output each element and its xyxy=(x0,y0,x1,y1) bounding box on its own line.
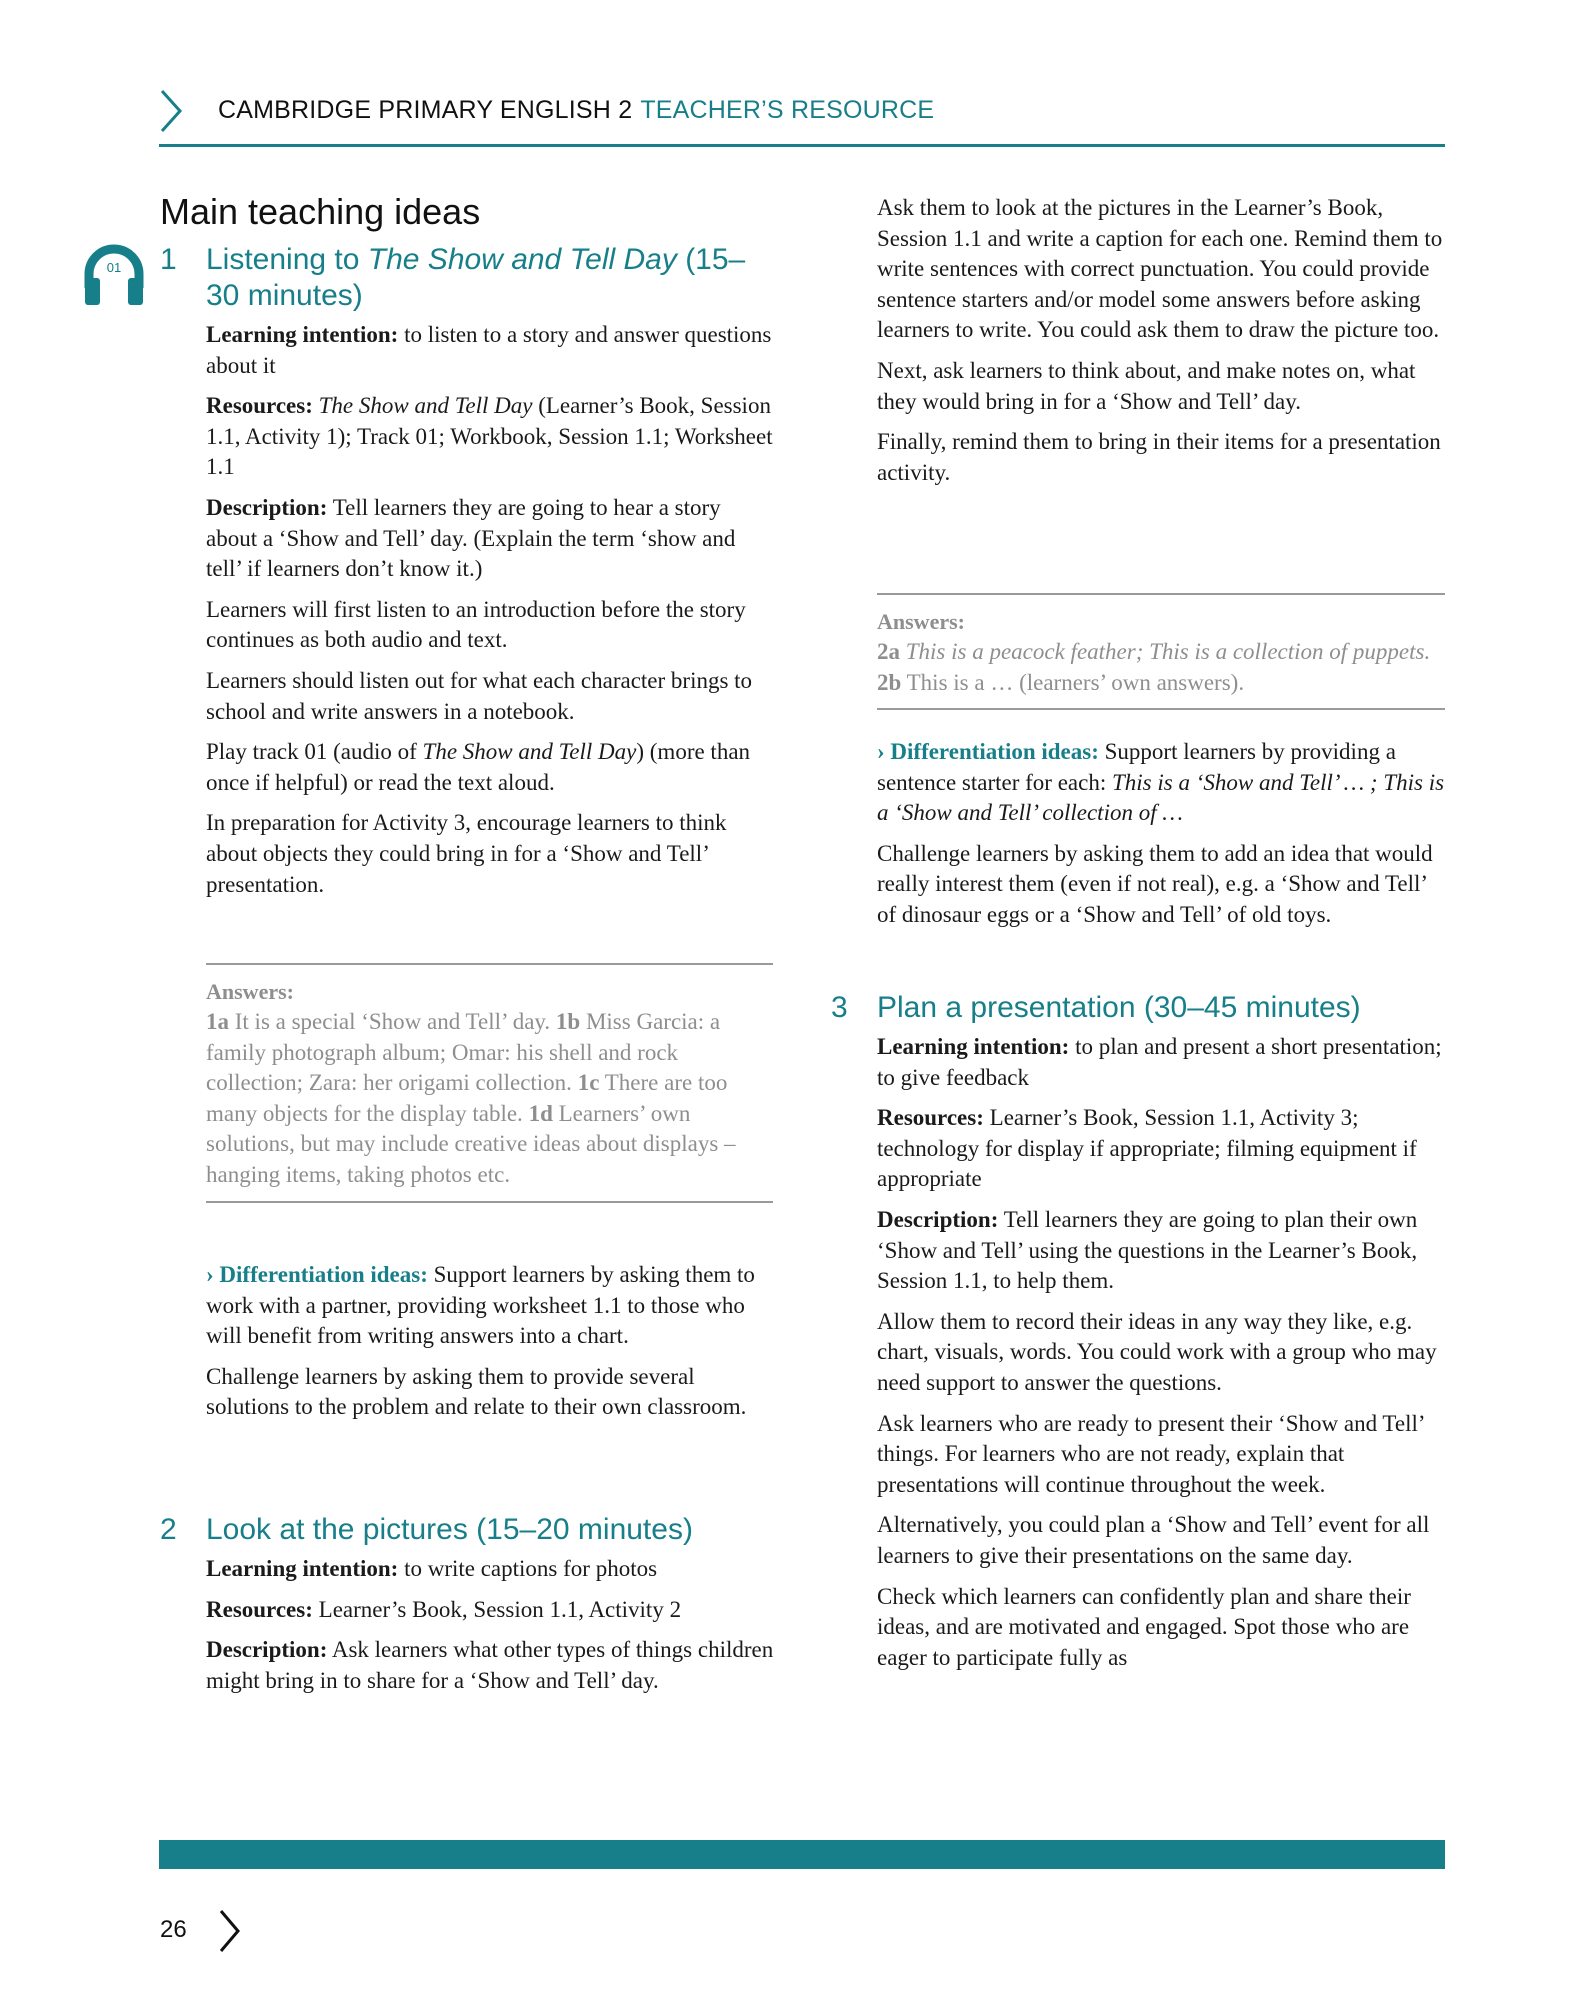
text-run: to listen to a story and answer questions about it xyxy=(206,322,772,378)
paragraph xyxy=(206,737,776,798)
paragraph-group xyxy=(877,1032,1447,1673)
text-run: Look at the pictures (15–20 minutes) xyxy=(206,1513,693,1546)
paragraph-group xyxy=(206,1554,776,1696)
activity-heading xyxy=(160,1512,775,1548)
text-run: This is a … (learners’ own answers). xyxy=(901,669,1245,695)
paragraph xyxy=(206,391,776,483)
text-run: Miss Garcia: a family photograph album; Omar: his shell and rock collection; Zara: her origami collection. xyxy=(206,1009,721,1096)
header-rule xyxy=(159,144,1445,147)
text-run: The Show and Tell Day xyxy=(422,739,637,765)
text-run: Challenge learners by asking them to add an idea that would really interest them (even if not real), e.g. a ‘Show and Tell’ of dinosaur eggs or a ‘Show and Tell’ of old toys. xyxy=(877,840,1433,927)
text-run: Support learners by providing a sentence starter for each: xyxy=(877,739,1396,795)
paragraph-group xyxy=(206,1260,776,1423)
divider xyxy=(877,708,1445,710)
activity-2 xyxy=(160,1512,775,1706)
text-run: Listening to xyxy=(206,243,368,276)
paragraph xyxy=(877,427,1447,488)
text-run: Tell learners they are going to hear a story about a ‘Show and Tell’ day. (Explain the term ‘show and tell’ if learners don’t know it.) xyxy=(206,494,736,582)
text-run: Plan a presentation (30–45 minutes) xyxy=(877,991,1361,1024)
paragraph xyxy=(206,1595,776,1626)
paragraph-group xyxy=(877,737,1449,931)
text-run: Finally, remind them to bring in their items for a presentation activity. xyxy=(877,429,1441,485)
text-run: It is a special ‘Show and Tell’ day. xyxy=(229,1009,556,1034)
activity-1 xyxy=(160,190,775,910)
section-title: Main teaching ideas xyxy=(160,191,481,232)
text-run: Alternatively, you could plan a ‘Show and Tell’ event for all learners to give their presentations on the same day. xyxy=(877,1512,1430,1568)
activity-title xyxy=(877,991,1361,1024)
paragraph xyxy=(206,493,776,585)
text-run: In preparation for Activity 3, encourage learners to think about objects they could bring in for a ‘Show and Tell’ presentation. xyxy=(206,810,727,897)
series-title: CAMBRIDGE PRIMARY ENGLISH 2 xyxy=(218,96,633,124)
paragraph xyxy=(877,839,1449,931)
divider xyxy=(877,593,1445,595)
paragraph xyxy=(877,1032,1447,1093)
activity-heading xyxy=(160,242,775,314)
paragraph xyxy=(877,737,1449,829)
paragraph xyxy=(877,1205,1447,1297)
bold-label: 1b xyxy=(555,1009,581,1034)
paragraph xyxy=(206,1554,776,1585)
text-run: Ask them to look at the pictures in the Learner’s Book, Session 1.1 and write a caption for each one. Remind them to write sentences with correct punctuation. You could provide sentence starters and/or model some answers before asking learners to write. You could ask them to draw the picture too. xyxy=(877,195,1443,343)
text-run: to write captions for photos xyxy=(398,1556,658,1581)
paragraph xyxy=(206,666,776,727)
activity-3 xyxy=(831,990,1451,1683)
paragraph-group xyxy=(877,193,1447,488)
text-run: Tell learners they are going to plan their own ‘Show and Tell’ using the questions in the Learner’s Book, Session 1.1, to help them. xyxy=(877,1206,1418,1294)
paragraph xyxy=(877,637,1445,698)
text-run: (15–30 minutes) xyxy=(206,243,746,312)
bold-label: Learning intention: xyxy=(206,322,399,347)
text-run: Learners’ own solutions, but may include creative ideas about displays – hanging items, taking photos etc. xyxy=(206,1100,736,1187)
text-run: There are too many objects for the display table. xyxy=(206,1070,728,1126)
paragraph xyxy=(877,193,1447,346)
divider xyxy=(206,963,773,965)
paragraph xyxy=(206,1260,776,1352)
answers-box xyxy=(206,963,773,1203)
text-run: Ask learners what other types of things children might bring in to share for a ‘Show and Tell’ day. xyxy=(206,1637,774,1693)
paragraph xyxy=(877,1103,1447,1195)
paragraph xyxy=(877,1582,1447,1674)
paragraph xyxy=(206,1635,776,1696)
text-run: Learner’s Book, Session 1.1, Activity 3; technology for display if appropriate; filming equipment if appropriate xyxy=(877,1105,1417,1192)
bold-label: Learning intention: xyxy=(877,1034,1070,1059)
differentiation-label: › Differentiation ideas: xyxy=(206,1262,428,1287)
paragraph-group xyxy=(877,637,1445,698)
differentiation-ideas xyxy=(206,1260,776,1433)
activity-title xyxy=(206,243,745,312)
page-number: 26 xyxy=(160,1916,187,1943)
paragraph xyxy=(206,1007,773,1191)
activity-heading xyxy=(831,990,1451,1026)
activity-body xyxy=(206,320,776,900)
chevron-right-icon xyxy=(216,1908,242,1954)
bold-label: 1d xyxy=(528,1100,553,1126)
text-run: Allow them to record their ideas in any way they like, e.g. chart, visuals, words. You could work with a group who may need support to answer the questions. xyxy=(877,1308,1437,1395)
bold-label: Resources: xyxy=(206,1596,313,1622)
chevron-right-icon xyxy=(156,88,186,134)
text-run: Play track 01 (audio of xyxy=(206,739,423,765)
text-run: (Learner’s Book, Session 1.1, Activity 1); Track 01; Workbook, Session 1.1; Worksheet 1.1 xyxy=(206,393,773,480)
bold-label: Learning intention: xyxy=(206,1556,399,1581)
running-header xyxy=(218,96,934,125)
text-run: Support learners by asking them to work with a partner, providing worksheet 1.1 to those who will benefit from writing answers into a chart. xyxy=(206,1262,755,1349)
text-run: Next, ask learners to think about, and make notes on, what they would bring in for a ‘Show and Tell’ day. xyxy=(877,357,1416,414)
bold-label: Description: xyxy=(206,1637,328,1663)
text-run: This is a ‘Show and Tell’ … ; This is a ‘Show and Tell’ collection of … xyxy=(877,769,1445,826)
paragraph xyxy=(877,1510,1447,1571)
paragraph xyxy=(206,808,776,900)
activity-2-continued xyxy=(877,193,1447,498)
bold-label: Description: xyxy=(877,1206,999,1232)
audio-headphones-icon xyxy=(83,244,145,306)
paragraph xyxy=(877,1409,1447,1501)
bold-label: Description: xyxy=(206,494,328,520)
answers-label: Answers: xyxy=(877,609,965,634)
footer-bar xyxy=(159,1840,1445,1869)
bold-label: 1c xyxy=(577,1070,600,1096)
activity-number: 1 xyxy=(160,243,177,276)
activity-number: 2 xyxy=(160,1513,177,1546)
paragraph xyxy=(877,1307,1447,1399)
differentiation-ideas xyxy=(877,737,1449,941)
answers-text xyxy=(206,1007,773,1191)
text-run: to plan and present a short presentation; to give feedback xyxy=(877,1034,1442,1090)
divider xyxy=(206,1201,773,1203)
text-run: Learner’s Book, Session 1.1, Activity 2 xyxy=(312,1596,682,1622)
text-run: The Show and Tell Day xyxy=(318,393,533,419)
paragraph xyxy=(206,595,776,656)
activity-title xyxy=(206,1513,693,1546)
text-run: Ask learners who are ready to present their ‘Show and Tell’ things. For learners who are not ready, explain that presentations will continue throughout the week. xyxy=(877,1410,1424,1497)
activity-number: 3 xyxy=(831,991,848,1024)
track-number: 01 xyxy=(106,260,122,275)
paragraph xyxy=(206,320,776,381)
bold-label: 2b xyxy=(877,669,902,695)
book-title: TEACHER’S RESOURCE xyxy=(640,96,935,124)
bold-label: 2a xyxy=(877,639,900,664)
text-run: Learners will first listen to an introduction before the story continues as both audio and text. xyxy=(206,596,746,653)
text-run: ) (more than once if helpful) or read the text aloud. xyxy=(206,739,751,795)
bold-label: Resources: xyxy=(877,1105,984,1131)
bold-label: Resources: xyxy=(206,393,313,419)
differentiation-label: › Differentiation ideas: xyxy=(877,739,1099,764)
text-run: Learners should listen out for what each character brings to school and write answers in a notebook. xyxy=(206,667,753,724)
text-run: This is a peacock feather; This is a collection of puppets. xyxy=(900,639,1431,664)
text-run: The Show and Tell Day xyxy=(367,243,677,276)
text-run: Challenge learners by asking them to provide several solutions to the problem and relate to their own classroom. xyxy=(206,1363,747,1420)
text-run: Check which learners can confidently plan and share their ideas, and are motivated and engaged. Spot those who are eager to participate fully as xyxy=(877,1583,1411,1670)
paragraph xyxy=(877,356,1447,417)
answers-label: Answers: xyxy=(206,979,294,1004)
paragraph xyxy=(206,1362,776,1423)
bold-label: 1a xyxy=(206,1009,229,1034)
answers-box xyxy=(877,593,1445,710)
